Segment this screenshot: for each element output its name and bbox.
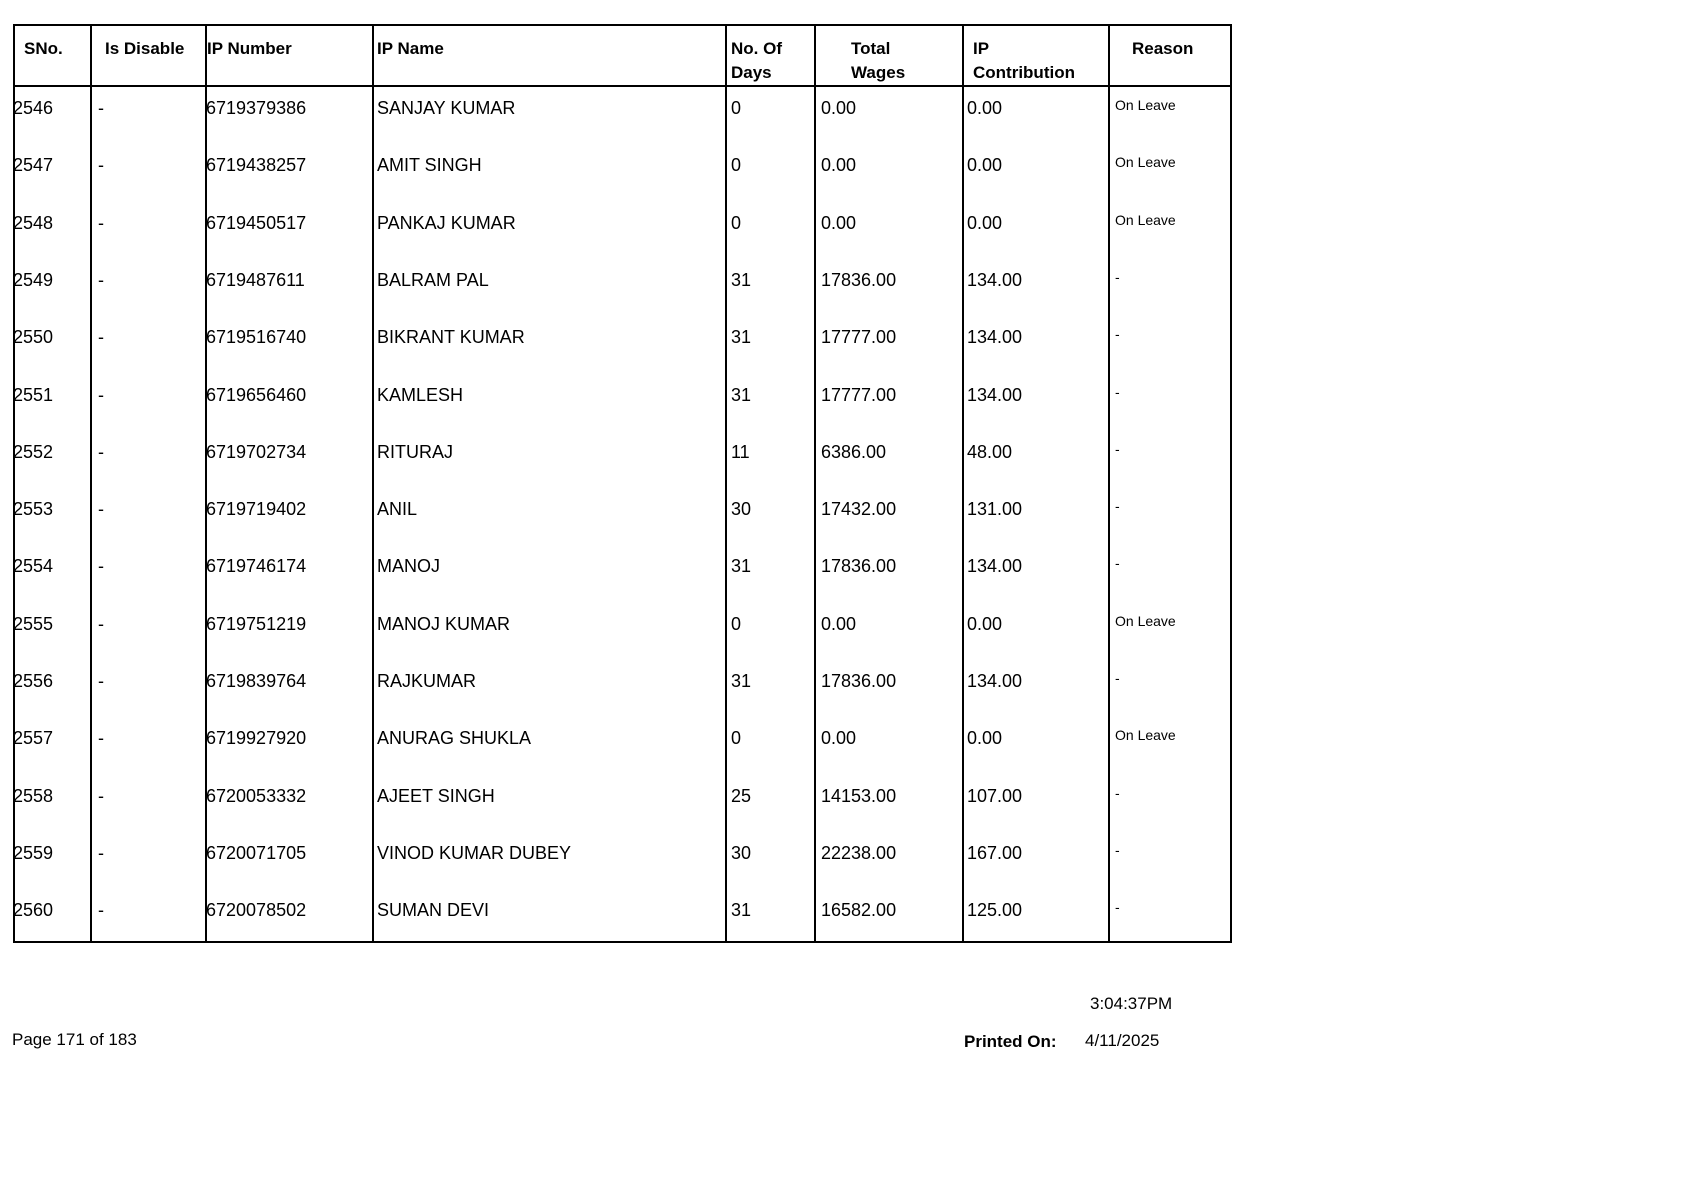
cell-ip-contribution: 134.00 (967, 384, 1023, 405)
cell-total-wages: 17777.00 (821, 384, 897, 405)
cell-days: 25 (731, 785, 752, 806)
cell-reason: On Leave (1115, 97, 1176, 113)
cell-is-disable: - (98, 613, 104, 634)
cell-sno: 2546 (13, 98, 54, 118)
cell-reason: - (1115, 498, 1120, 515)
cell-ip-number: 6719656460 (206, 384, 307, 405)
header-ip-contribution-line2: Contribution (973, 63, 1075, 82)
cell-ip-number: 6719751219 (206, 613, 307, 634)
header-no-of-days-line1: No. Of (731, 39, 782, 58)
cell-ip-number: 6719487611 (206, 269, 305, 290)
cell-ip-name: KAMLESH (377, 384, 464, 405)
cell-ip-contribution: 48.00 (967, 441, 1013, 462)
cell-ip-number: 6720078502 (206, 900, 307, 921)
cell-reason: On Leave (1115, 727, 1176, 744)
cell-reason: On Leave (1115, 154, 1176, 171)
cell-ip-number: 6720071705 (206, 842, 307, 863)
cell-sno: 2551 (13, 384, 54, 405)
cell-sno: 2549 (13, 269, 54, 290)
column-divider (372, 26, 374, 941)
cell-is-disable: - (98, 98, 104, 118)
cell-ip-number: 6720053332 (206, 785, 307, 806)
cell-reason: - (1115, 268, 1120, 285)
cell-ip-name: ANURAG SHUKLA (377, 728, 532, 749)
cell-ip-number: 6719450517 (206, 212, 307, 233)
printed-date: 4/11/2025 (1085, 1031, 1160, 1050)
cell-ip-name: SUMAN DEVI (377, 900, 490, 921)
cell-ip-contribution: 125.00 (967, 900, 1023, 921)
cell-ip-name: MANOJ (377, 556, 440, 577)
cell-reason: - (1115, 383, 1120, 400)
cell-reason: - (1115, 841, 1120, 858)
column-divider (725, 26, 727, 941)
header-divider (15, 85, 1232, 87)
column-divider (90, 26, 92, 941)
cell-ip-contribution: 131.00 (967, 499, 1023, 520)
cell-ip-number: 6719438257 (206, 155, 307, 176)
cell-ip-number: 6719719402 (206, 499, 307, 520)
header-no-of-days (731, 37, 782, 85)
cell-days: 31 (731, 556, 752, 577)
cell-ip-number: 6719702734 (206, 441, 307, 462)
cell-is-disable: - (98, 842, 104, 863)
header-ip-contribution (973, 37, 1075, 85)
cell-reason: - (1115, 670, 1120, 686)
cell-ip-contribution: 0.00 (967, 728, 1003, 749)
cell-ip-contribution: 0.00 (967, 98, 1003, 118)
cell-is-disable: - (98, 728, 104, 749)
cell-total-wages: 0.00 (821, 98, 857, 118)
cell-ip-number: 6719379386 (206, 98, 307, 118)
cell-ip-contribution: 134.00 (967, 269, 1023, 290)
cell-sno: 2553 (13, 499, 54, 520)
cell-total-wages: 0.00 (821, 613, 857, 634)
header-is-disable: Is Disable (105, 39, 185, 58)
cell-is-disable: - (98, 327, 104, 348)
cell-ip-name: RAJKUMAR (377, 671, 477, 691)
cell-ip-contribution: 167.00 (967, 842, 1023, 863)
cell-days: 31 (731, 671, 752, 691)
cell-ip-name: AJEET SINGH (377, 785, 495, 806)
cell-reason: - (1115, 440, 1120, 457)
cell-total-wages: 0.00 (821, 728, 857, 749)
cell-ip-name: BIKRANT KUMAR (377, 327, 525, 348)
cell-is-disable: - (98, 212, 104, 233)
cell-total-wages: 0.00 (821, 155, 857, 176)
cell-is-disable: - (98, 900, 104, 921)
cell-reason: - (1115, 326, 1120, 343)
cell-sno: 2554 (13, 556, 54, 577)
cell-is-disable: - (98, 499, 104, 520)
cell-days: 0 (731, 613, 742, 634)
cell-sno: 2552 (13, 441, 54, 462)
cell-ip-number: 6719746174 (206, 556, 307, 577)
cell-is-disable: - (98, 441, 104, 462)
printed-time: 3:04:37PM (1090, 994, 1173, 1013)
cell-sno: 2558 (13, 785, 54, 806)
cell-sno: 2557 (13, 728, 54, 749)
cell-reason: On Leave (1115, 612, 1176, 629)
cell-sno: 2550 (13, 327, 54, 348)
cell-total-wages: 6386.00 (821, 441, 887, 462)
cell-total-wages: 22238.00 (821, 842, 897, 863)
header-sno: SNo. (24, 39, 63, 58)
cell-days: 11 (731, 441, 750, 462)
cell-ip-name: BALRAM PAL (377, 269, 489, 290)
contribution-table (13, 24, 1232, 943)
cell-days: 31 (731, 327, 752, 348)
cell-ip-name: RITURAJ (377, 441, 453, 462)
cell-reason: On Leave (1115, 211, 1176, 228)
cell-ip-number: 6719927920 (206, 728, 307, 749)
cell-ip-contribution: 0.00 (967, 212, 1003, 233)
cell-sno: 2559 (13, 842, 54, 863)
cell-days: 0 (731, 212, 742, 233)
header-no-of-days-line2: Days (731, 63, 772, 82)
printed-on-label: Printed On: (964, 1032, 1057, 1051)
cell-ip-name: MANOJ KUMAR (377, 613, 511, 634)
cell-is-disable: - (98, 556, 104, 577)
header-total-wages-line1: Total (851, 39, 891, 58)
header-reason: Reason (1132, 39, 1194, 58)
cell-days: 31 (731, 900, 752, 921)
cell-ip-contribution: 134.00 (967, 327, 1023, 348)
cell-total-wages: 17777.00 (821, 327, 897, 348)
cell-sno: 2556 (13, 671, 54, 691)
cell-days: 30 (731, 499, 752, 520)
cell-days: 0 (731, 728, 742, 749)
cell-is-disable: - (98, 269, 104, 290)
column-divider (1108, 26, 1110, 941)
cell-days: 30 (731, 842, 752, 863)
cell-ip-name: SANJAY KUMAR (377, 98, 516, 118)
cell-ip-contribution: 134.00 (967, 556, 1023, 577)
cell-ip-name: PANKAJ KUMAR (377, 212, 516, 233)
cell-reason: - (1115, 784, 1120, 801)
header-total-wages (851, 37, 905, 85)
cell-total-wages: 17836.00 (821, 556, 897, 577)
column-divider (814, 26, 816, 941)
cell-total-wages: 0.00 (821, 212, 857, 233)
cell-reason: - (1115, 555, 1120, 572)
header-total-wages-line2: Wages (851, 63, 906, 82)
page-number: Page 171 of 183 (12, 1030, 137, 1049)
cell-ip-number: 6719839764 (206, 671, 307, 691)
cell-total-wages: 17836.00 (821, 269, 897, 290)
header-ip-number: IP Number (207, 39, 292, 58)
cell-total-wages: 16582.00 (821, 900, 897, 921)
cell-sno: 2560 (13, 900, 54, 921)
cell-ip-contribution: 134.00 (967, 671, 1023, 691)
cell-ip-contribution: 0.00 (967, 613, 1003, 634)
cell-sno: 2555 (13, 613, 54, 634)
cell-is-disable: - (98, 671, 104, 691)
cell-sno: 2548 (13, 212, 54, 233)
cell-ip-name: AMIT SINGH (377, 155, 482, 176)
cell-total-wages: 14153.00 (821, 785, 897, 806)
cell-total-wages: 17836.00 (821, 671, 897, 691)
cell-ip-contribution: 0.00 (967, 155, 1003, 176)
cell-ip-name: ANIL (377, 499, 418, 520)
cell-days: 31 (731, 269, 752, 290)
cell-sno: 2547 (13, 155, 54, 176)
cell-ip-number: 6719516740 (206, 327, 307, 348)
cell-days: 31 (731, 384, 752, 405)
cell-reason: - (1115, 899, 1120, 916)
cell-is-disable: - (98, 785, 104, 806)
header-ip-contribution-line1: IP (973, 39, 990, 58)
cell-ip-name: VINOD KUMAR DUBEY (377, 842, 572, 863)
header-ip-name: IP Name (377, 39, 444, 58)
cell-total-wages: 17432.00 (821, 499, 897, 520)
cell-ip-contribution: 107.00 (967, 785, 1023, 806)
cell-days: 0 (731, 98, 742, 118)
cell-days: 0 (731, 155, 742, 176)
column-divider (962, 26, 964, 941)
cell-is-disable: - (98, 155, 104, 176)
cell-is-disable: - (98, 384, 104, 405)
